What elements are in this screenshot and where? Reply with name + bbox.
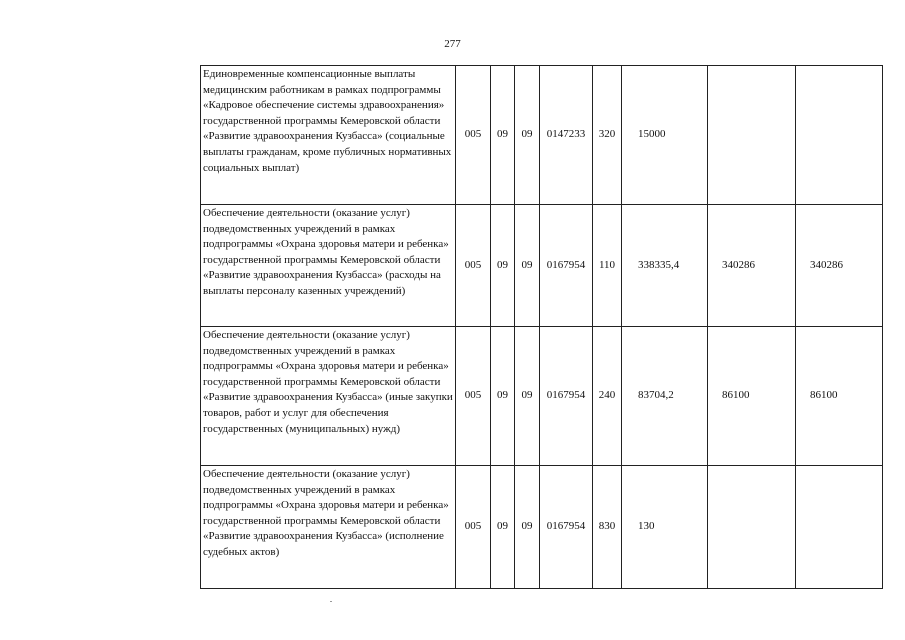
section-code: 09 (491, 66, 515, 205)
ministry-code: 005 (456, 66, 491, 205)
amount-year-3: 340286 (796, 205, 883, 327)
amount-year-3 (796, 66, 883, 205)
amount-year-2 (708, 466, 796, 589)
page-number: 277 (444, 38, 461, 50)
row-description: Обеспечение деятельности (оказание услуг) подведомственных учреждений в рамках подпрограммы «Охрана здоровья матери и ребенка» государственной программы Кемеровской области «Развитие здравоохранения Кузбасса» (иные закупки товаров, работ и услуг для обеспечения государственных (муниципальных) нужд) (201, 327, 456, 466)
subsection-code: 09 (515, 327, 540, 466)
expense-type-code: 830 (593, 466, 622, 589)
subsection-code: 09 (515, 466, 540, 589)
target-article-code: 0167954 (540, 205, 593, 327)
section-code: 09 (491, 205, 515, 327)
table-row (201, 66, 883, 205)
ministry-code: 005 (456, 205, 491, 327)
scan-mark (330, 601, 332, 602)
target-article-code: 0167954 (540, 466, 593, 589)
section-code: 09 (491, 466, 515, 589)
ministry-code: 005 (456, 327, 491, 466)
amount-year-1: 83704,2 (622, 327, 708, 466)
row-description: Обеспечение деятельности (оказание услуг) подведомственных учреждений в рамках подпрограммы «Охрана здоровья матери и ребенка» государственной программы Кемеровской области «Развитие здравоохранения Кузбасса» (расходы на выплаты персоналу казенных учреждений) (201, 205, 456, 327)
expense-type-code: 320 (593, 66, 622, 205)
subsection-code: 09 (515, 205, 540, 327)
budget-table (200, 65, 883, 589)
amount-year-1: 338335,4 (622, 205, 708, 327)
table-row (201, 327, 883, 466)
row-description: Обеспечение деятельности (оказание услуг) подведомственных учреждений в рамках подпрограммы «Охрана здоровья матери и ребенка» государственной программы Кемеровской области «Развитие здравоохранения Кузбасса» (исполнение судебных актов) (201, 466, 456, 589)
target-article-code: 0167954 (540, 327, 593, 466)
table-row (201, 205, 883, 327)
subsection-code: 09 (515, 66, 540, 205)
ministry-code: 005 (456, 466, 491, 589)
amount-year-2 (708, 66, 796, 205)
amount-year-2: 340286 (708, 205, 796, 327)
table-row (201, 466, 883, 589)
row-description: Единовременные компенсационные выплаты медицинским работникам в рамках подпрограммы «Кадровое обеспечение системы здравоохранения» государственной программы Кемеровской области «Развитие здравоохранения Кузбасса» (социальные выплаты гражданам, кроме публичных нормативных социальных выплат) (201, 66, 456, 205)
expense-type-code: 110 (593, 205, 622, 327)
amount-year-3: 86100 (796, 327, 883, 466)
amount-year-3 (796, 466, 883, 589)
amount-year-1: 15000 (622, 66, 708, 205)
section-code: 09 (491, 327, 515, 466)
target-article-code: 0147233 (540, 66, 593, 205)
expense-type-code: 240 (593, 327, 622, 466)
amount-year-2: 86100 (708, 327, 796, 466)
amount-year-1: 130 (622, 466, 708, 589)
